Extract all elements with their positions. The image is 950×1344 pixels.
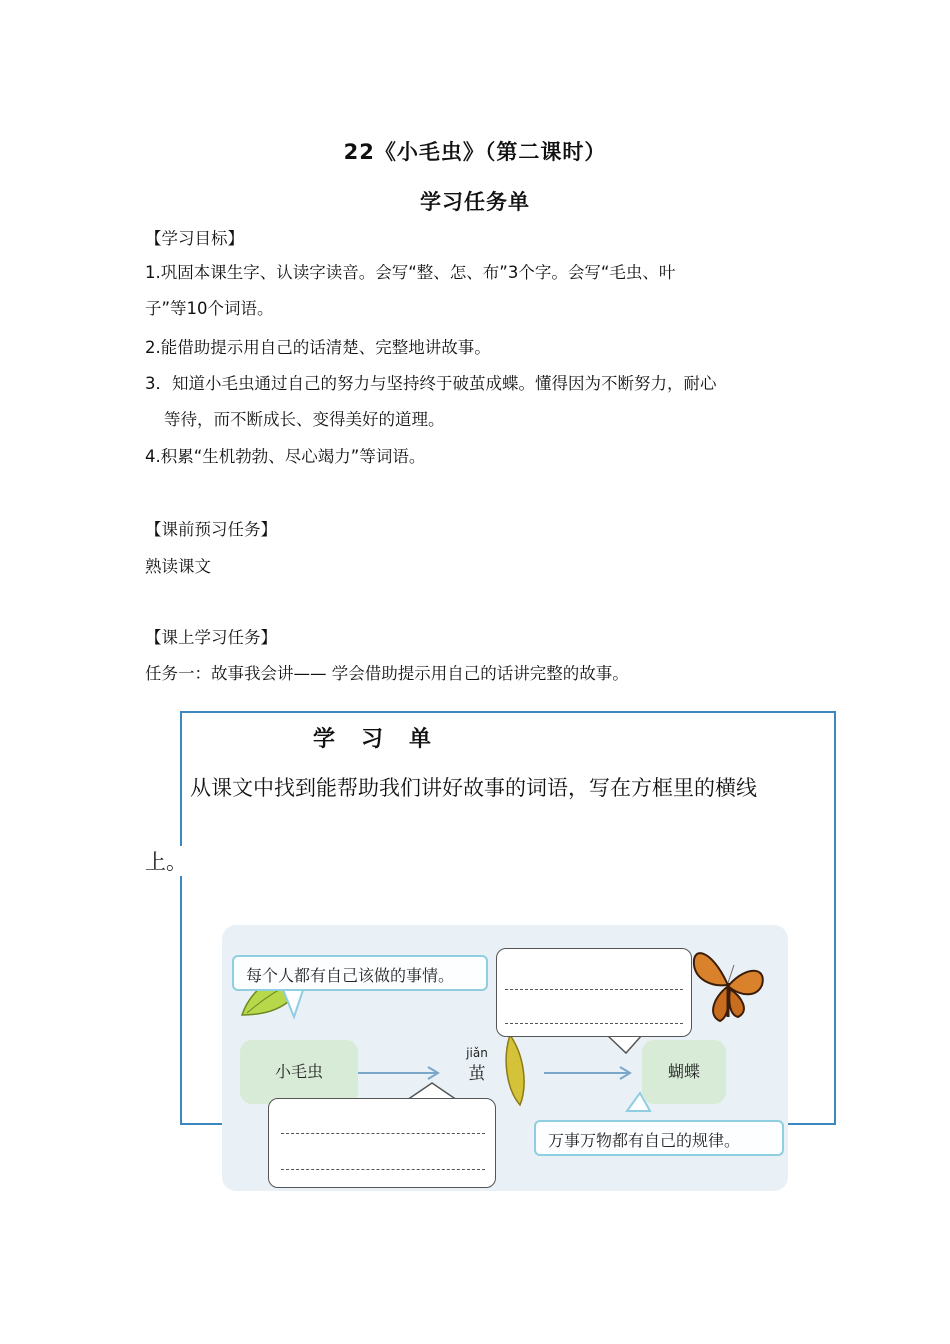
- node-caterpillar: 小毛虫: [240, 1040, 358, 1104]
- task-1: 任务一：故事我会讲—— 学会借助提示用自己的话讲完整的故事。: [145, 664, 629, 683]
- worksheet-title: 学习单: [313, 727, 458, 752]
- arrow-right-icon: [358, 1067, 438, 1079]
- speech-bubble-bottom: 万事万物都有自己的规律。: [534, 1120, 784, 1156]
- goals-heading: 【学习目标】: [145, 229, 244, 248]
- goal-3-line-2: 等待，而不断成长、变得美好的道理。: [164, 410, 445, 429]
- write-line: [281, 1133, 485, 1134]
- cocoon-pinyin: jiǎn: [466, 1046, 488, 1060]
- write-line: [505, 1023, 683, 1024]
- write-line: [505, 989, 683, 990]
- goal-4: 4.积累“生机勃勃、尽心竭力”等词语。: [145, 447, 426, 466]
- node-butterfly: 蝴蝶: [642, 1040, 726, 1104]
- goal-2: 2.能借助提示用自己的话清楚、完整地讲故事。: [145, 338, 491, 357]
- speech-bubble-top: 每个人都有自己该做的事情。: [232, 955, 488, 991]
- node-cocoon: [442, 1037, 512, 1105]
- preclass-heading: 【课前预习任务】: [145, 520, 277, 539]
- story-illustration: [222, 925, 788, 1191]
- inclass-heading: 【课上学习任务】: [145, 628, 277, 647]
- butterfly-icon: [694, 953, 763, 1021]
- cocoon-label: 茧: [468, 1064, 486, 1084]
- worksheet-instruction-line-1: 从课文中找到能帮助我们讲好故事的词语，写在方框里的横线: [190, 776, 757, 800]
- goal-1-line-2: 子”等10个词语。: [145, 299, 274, 318]
- write-box-bottom[interactable]: [268, 1098, 496, 1188]
- preclass-content: 熟读课文: [145, 557, 211, 576]
- goal-3-line-1: 3．知道小毛虫通过自己的努力与坚持终于破茧成蝶。懂得因为不断努力，耐心: [145, 374, 717, 393]
- worksheet-instruction-line-2: 上。: [145, 846, 187, 876]
- goal-1-line-1: 1.巩固本课生字、认读字读音。会写“整、怎、布”3个字。会写“毛虫、叶: [145, 263, 676, 282]
- page-subtitle: 学习任务单: [420, 190, 530, 214]
- page-title: 22《小毛虫》（第二课时）: [343, 140, 607, 164]
- write-box-top[interactable]: [496, 948, 692, 1037]
- write-line: [281, 1169, 485, 1170]
- arrow-right-icon: [544, 1067, 630, 1079]
